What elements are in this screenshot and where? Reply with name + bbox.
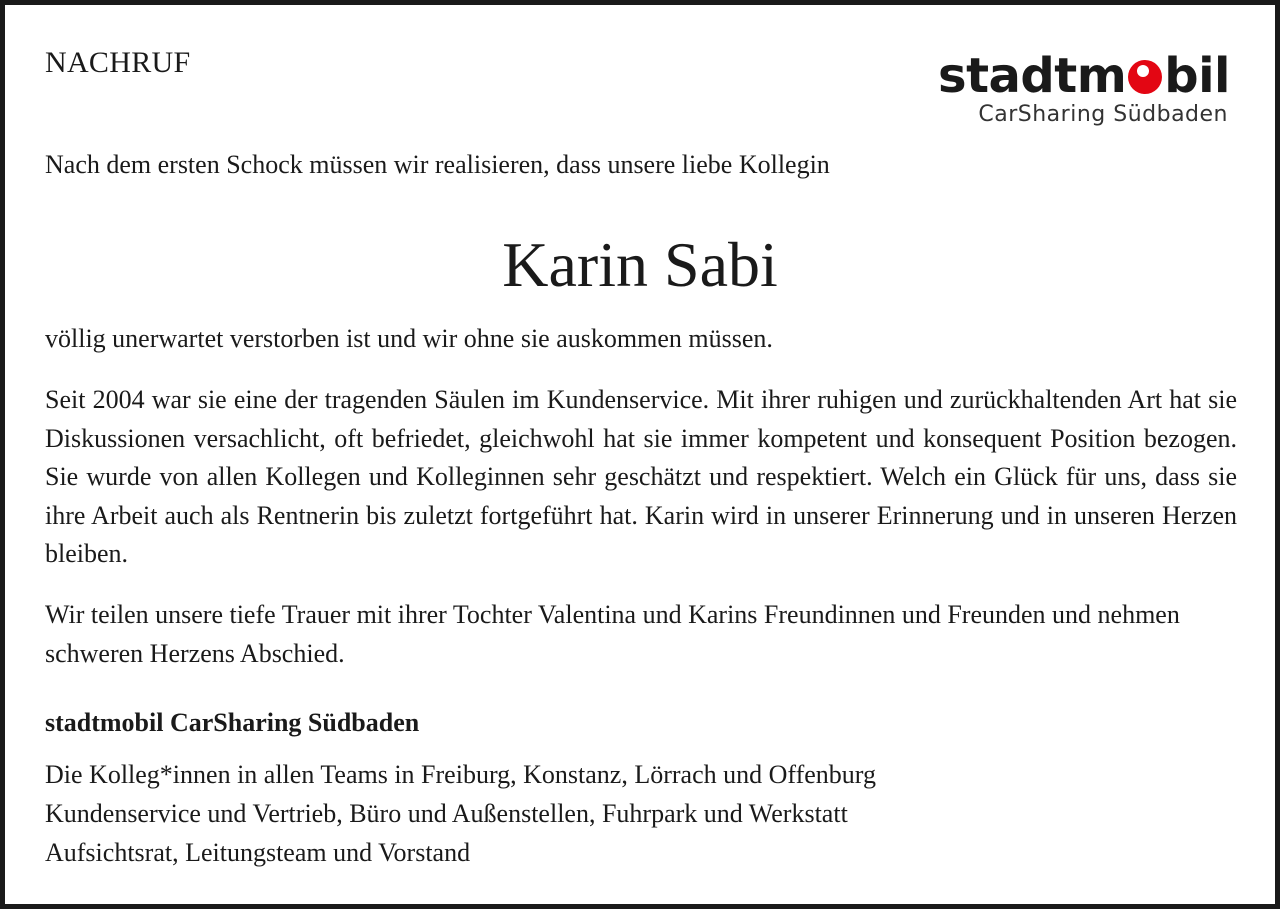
intro-text: Nach dem ersten Schock müssen wir realisieren, dass unsere liebe Kollegin: [45, 150, 830, 179]
condolence-paragraph: Wir teilen unsere tiefe Trauer mit ihrer Tochter Valentina und Karins Freundinnen und Freunden und nehmen schweren Herzens Abschied.: [45, 600, 1180, 668]
logo-tagline: CarSharing Südbaden: [978, 102, 1228, 127]
signature-title: stadtmobil CarSharing Südbaden: [45, 708, 420, 737]
after-name-text: völlig unerwartet verstorben ist und wir ohne sie auskommen müssen.: [45, 324, 773, 353]
signature-line: Aufsichtsrat, Leitungsteam und Vorstand: [45, 838, 471, 867]
logo-word-before: stadtm: [938, 48, 1127, 104]
deceased-name: Karin Sabi: [502, 229, 778, 300]
stadtmobil-logo: [940, 50, 1230, 132]
header-label: NACHRUF: [45, 46, 191, 79]
logo-o-icon: [1128, 60, 1162, 94]
tribute-paragraph: Seit 2004 war sie eine der tragenden Säulen im Kundenservice. Mit ihrer ruhigen und zurückhaltenden Art hat sie Diskussionen versachlicht, oft befriedet, gleichwohl hat sie immer kompetent und konsequent Position bezogen. Sie wurde von allen Kollegen und Kolleginnen sehr geschätzt und respektiert. Welch ein Glück für uns, dass sie ihre Arbeit auch als Rentnerin bis zuletzt fortgeführt hat. Karin wird in unserer Erinnerung und in unseren Herzen bleiben.: [45, 385, 1237, 568]
signature-line: Die Kolleg*innen in allen Teams in Freiburg, Konstanz, Lörrach und Offenburg: [45, 760, 876, 789]
signature-lines: [45, 755, 1237, 872]
logo-wordmark: [938, 50, 1230, 102]
signature-line: Kundenservice und Vertrieb, Büro und Außenstellen, Fuhrpark und Werkstatt: [45, 799, 848, 828]
logo-word-after: bil: [1164, 48, 1230, 104]
